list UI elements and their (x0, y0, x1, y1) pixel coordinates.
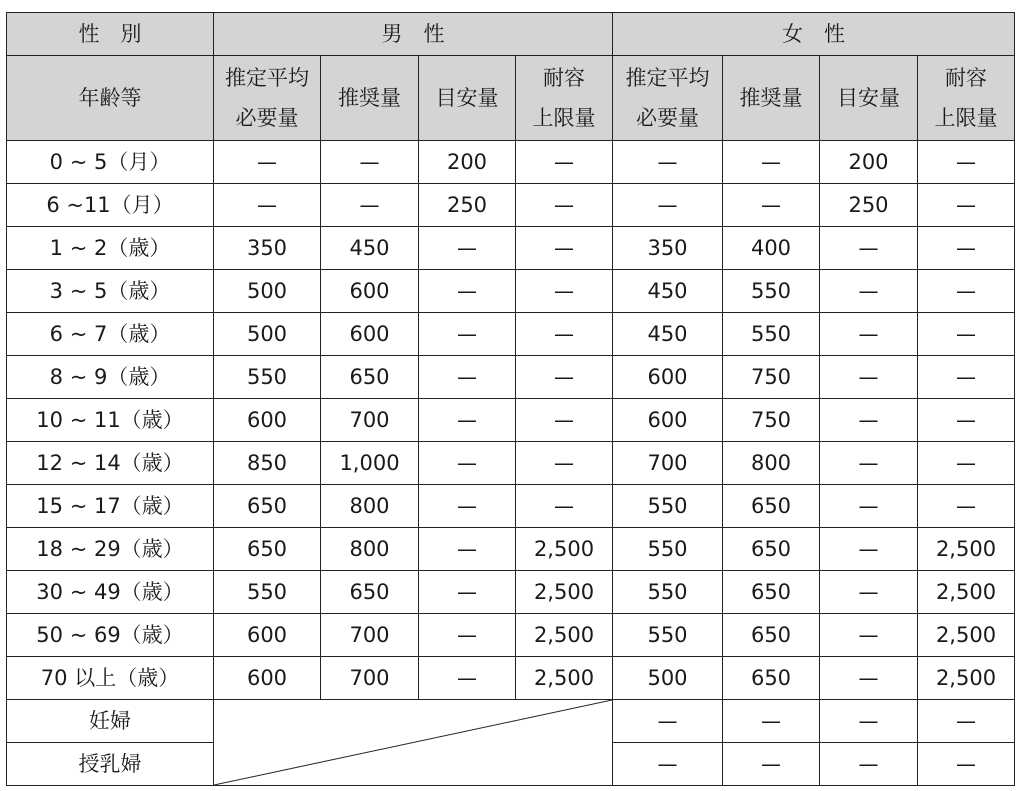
male-ul-cell: — (516, 270, 613, 313)
male-ul-cell: — (516, 227, 613, 270)
male-ai-cell: — (419, 356, 516, 399)
male-header-cell: 男 性 (214, 13, 613, 56)
male-ai-cell: — (419, 313, 516, 356)
age-cell: 6 ~11（月） (7, 184, 214, 227)
male-rda-cell: 700 (321, 399, 419, 442)
female-rda-cell: 550 (723, 270, 820, 313)
female-rda-cell: — (723, 141, 820, 184)
female-rda-cell: 550 (723, 313, 820, 356)
age-cell: 50 ~ 69（歳） (7, 614, 214, 657)
female-col-header-rda: 推奨量 (723, 56, 820, 141)
female-rda-cell: 650 (723, 657, 820, 700)
table-row (7, 399, 1015, 442)
age-cell: 70 以上（歳） (7, 657, 214, 700)
table-row (7, 227, 1015, 270)
table-row (7, 485, 1015, 528)
female-ai-cell: — (820, 485, 918, 528)
female-ai-cell: — (820, 700, 918, 743)
male-rda-cell: 700 (321, 657, 419, 700)
female-col-header-ul: 耐容 上限量 (918, 56, 1015, 141)
table-row (7, 442, 1015, 485)
male-ul-cell: 2,500 (516, 528, 613, 571)
age-cell: 6 ~ 7（歳） (7, 313, 214, 356)
female-ear-cell: 550 (613, 528, 723, 571)
female-ear-cell: 350 (613, 227, 723, 270)
age-cell: 0 ~ 5（月） (7, 141, 214, 184)
male-ear-cell: 550 (214, 356, 321, 399)
age-cell: 12 ~ 14（歳） (7, 442, 214, 485)
age-cell: 18 ~ 29（歳） (7, 528, 214, 571)
female-ul-cell: — (918, 184, 1015, 227)
female-rda-cell: 650 (723, 528, 820, 571)
male-ai-cell: — (419, 399, 516, 442)
male-rda-cell: 450 (321, 227, 419, 270)
female-ear-cell: 450 (613, 313, 723, 356)
male-ul-cell: — (516, 442, 613, 485)
table-row-special (7, 700, 1015, 743)
male-ul-cell: — (516, 399, 613, 442)
female-rda-cell: — (723, 184, 820, 227)
female-col-header-ai: 目安量 (820, 56, 918, 141)
female-ul-cell: — (918, 700, 1015, 743)
male-rda-cell: 600 (321, 270, 419, 313)
male-ai-cell: 200 (419, 141, 516, 184)
table-row (7, 270, 1015, 313)
male-ul-cell: — (516, 184, 613, 227)
male-rda-cell: 650 (321, 356, 419, 399)
male-ul-cell: 2,500 (516, 571, 613, 614)
male-ear-cell: 600 (214, 614, 321, 657)
female-ai-cell: — (820, 313, 918, 356)
female-ul-cell: 2,500 (918, 528, 1015, 571)
male-ear-cell: 550 (214, 571, 321, 614)
table-row (7, 184, 1015, 227)
table-row (7, 313, 1015, 356)
male-ear-cell: — (214, 184, 321, 227)
female-ai-cell: — (820, 743, 918, 786)
female-ul-cell: — (918, 356, 1015, 399)
male-ul-cell: — (516, 313, 613, 356)
female-rda-cell: 650 (723, 485, 820, 528)
age-cell: 30 ~ 49（歳） (7, 571, 214, 614)
female-col-header-ear: 推定平均 必要量 (613, 56, 723, 141)
male-ear-cell: — (214, 141, 321, 184)
male-ul-cell: — (516, 141, 613, 184)
male-ai-cell: — (419, 657, 516, 700)
calcium-intake-table-wrapper (6, 12, 1015, 786)
female-ai-cell: — (820, 356, 918, 399)
female-ul-cell: — (918, 141, 1015, 184)
female-ai-cell: — (820, 399, 918, 442)
male-rda-cell: — (321, 184, 419, 227)
female-ul-cell: — (918, 227, 1015, 270)
not-applicable-diagonal-cell (214, 700, 613, 786)
male-ear-cell: 500 (214, 313, 321, 356)
age-cell: 3 ~ 5（歳） (7, 270, 214, 313)
male-ul-cell: — (516, 356, 613, 399)
female-rda-cell: 650 (723, 614, 820, 657)
female-header-cell: 女 性 (613, 13, 1015, 56)
male-ear-cell: 850 (214, 442, 321, 485)
female-ai-cell: 250 (820, 184, 918, 227)
male-rda-cell: — (321, 141, 419, 184)
male-ul-cell: — (516, 485, 613, 528)
male-ul-cell: 2,500 (516, 614, 613, 657)
female-ul-cell: 2,500 (918, 614, 1015, 657)
female-ai-cell: — (820, 270, 918, 313)
female-ul-cell: — (918, 442, 1015, 485)
female-ai-cell: — (820, 571, 918, 614)
female-rda-cell: 750 (723, 399, 820, 442)
male-col-header-ear: 推定平均 必要量 (214, 56, 321, 141)
female-ear-cell: 450 (613, 270, 723, 313)
male-ai-cell: — (419, 227, 516, 270)
header-row-columns (7, 56, 1015, 141)
table-row (7, 141, 1015, 184)
age-cell: 15 ~ 17（歳） (7, 485, 214, 528)
male-ai-cell: — (419, 270, 516, 313)
female-ai-cell: — (820, 657, 918, 700)
female-ai-cell: — (820, 528, 918, 571)
female-rda-cell: 650 (723, 571, 820, 614)
female-ear-cell: — (613, 743, 723, 786)
table-row (7, 528, 1015, 571)
male-ai-cell: — (419, 614, 516, 657)
male-ear-cell: 650 (214, 485, 321, 528)
age-cell: 10 ~ 11（歳） (7, 399, 214, 442)
female-ul-cell: — (918, 270, 1015, 313)
table-row (7, 614, 1015, 657)
female-ear-cell: 700 (613, 442, 723, 485)
female-ear-cell: — (613, 141, 723, 184)
age-header-cell: 年齢等 (7, 56, 214, 141)
diagonal-line (214, 700, 612, 785)
male-ear-cell: 500 (214, 270, 321, 313)
female-ear-cell: 550 (613, 485, 723, 528)
diagonal-strike-line (214, 700, 612, 785)
male-ai-cell: — (419, 485, 516, 528)
male-col-header-ul: 耐容 上限量 (516, 56, 613, 141)
female-ear-cell: 600 (613, 356, 723, 399)
age-cell: 8 ~ 9（歳） (7, 356, 214, 399)
female-ai-cell: — (820, 227, 918, 270)
female-ai-cell: — (820, 442, 918, 485)
special-label-cell: 授乳婦 (7, 743, 214, 786)
table-row (7, 571, 1015, 614)
female-ear-cell: 550 (613, 614, 723, 657)
male-ear-cell: 600 (214, 399, 321, 442)
male-rda-cell: 800 (321, 528, 419, 571)
female-rda-cell: — (723, 700, 820, 743)
female-rda-cell: — (723, 743, 820, 786)
female-ai-cell: — (820, 614, 918, 657)
female-rda-cell: 400 (723, 227, 820, 270)
female-ul-cell: 2,500 (918, 571, 1015, 614)
male-ai-cell: — (419, 442, 516, 485)
male-rda-cell: 1,000 (321, 442, 419, 485)
header-row-sex (7, 13, 1015, 56)
female-ear-cell: 550 (613, 571, 723, 614)
female-ear-cell: — (613, 184, 723, 227)
table-row (7, 657, 1015, 700)
table-row (7, 356, 1015, 399)
male-rda-cell: 800 (321, 485, 419, 528)
male-col-header-rda: 推奨量 (321, 56, 419, 141)
female-rda-cell: 800 (723, 442, 820, 485)
dietary-reference-table (6, 12, 1015, 786)
male-ul-cell: 2,500 (516, 657, 613, 700)
female-rda-cell: 750 (723, 356, 820, 399)
female-ul-cell: — (918, 743, 1015, 786)
male-ai-cell: 250 (419, 184, 516, 227)
female-ul-cell: — (918, 485, 1015, 528)
male-ai-cell: — (419, 528, 516, 571)
female-ul-cell: — (918, 399, 1015, 442)
male-rda-cell: 650 (321, 571, 419, 614)
male-rda-cell: 700 (321, 614, 419, 657)
female-ear-cell: 500 (613, 657, 723, 700)
female-ai-cell: 200 (820, 141, 918, 184)
female-ul-cell: — (918, 313, 1015, 356)
male-ear-cell: 350 (214, 227, 321, 270)
age-cell: 1 ~ 2（歳） (7, 227, 214, 270)
male-rda-cell: 600 (321, 313, 419, 356)
male-ai-cell: — (419, 571, 516, 614)
sex-header-cell: 性 別 (7, 13, 214, 56)
special-label-cell: 妊婦 (7, 700, 214, 743)
male-ear-cell: 650 (214, 528, 321, 571)
female-ul-cell: 2,500 (918, 657, 1015, 700)
male-col-header-ai: 目安量 (419, 56, 516, 141)
male-ear-cell: 600 (214, 657, 321, 700)
female-ear-cell: 600 (613, 399, 723, 442)
female-ear-cell: — (613, 700, 723, 743)
